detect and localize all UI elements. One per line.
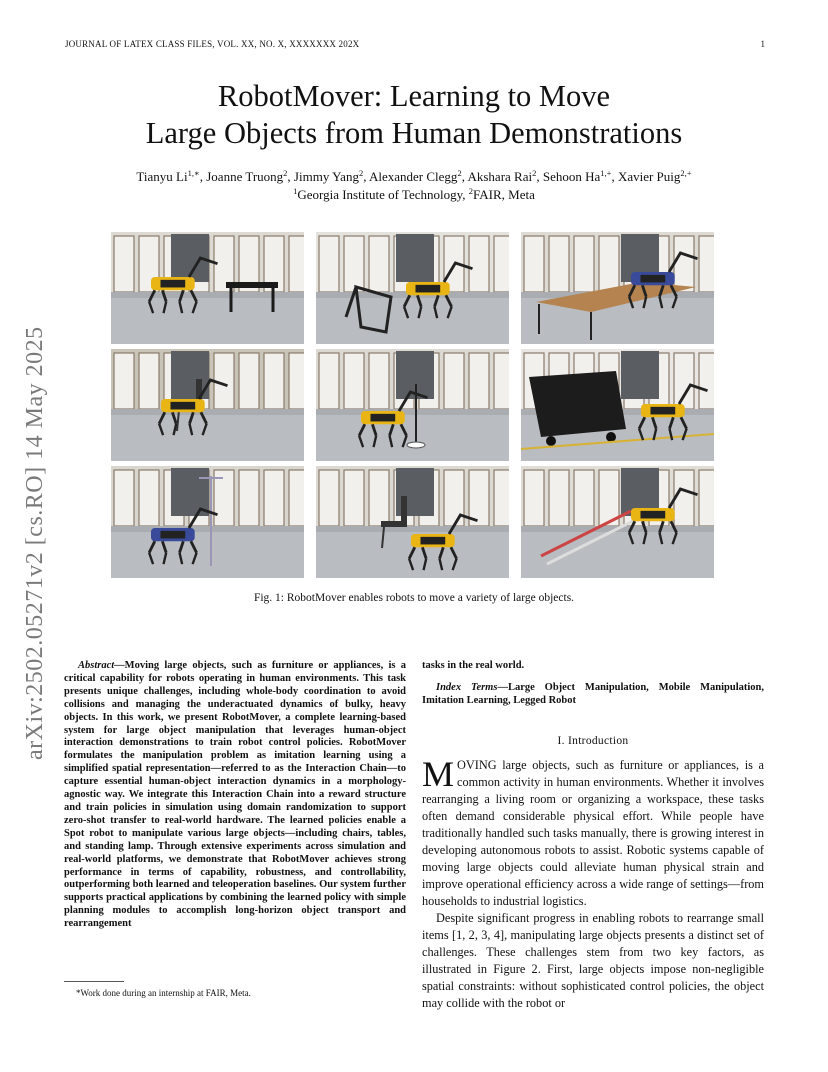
section-heading-introduction: I. Introduction: [557, 734, 629, 747]
photo-curtain: [621, 351, 659, 399]
figure-photo: [111, 232, 304, 344]
folding-screen: [319, 236, 339, 292]
paper-title: [64, 78, 764, 152]
index-terms-text: —Large Object Manipulation, Mobile Manipulation, Imitation Learning, Legged Robot: [422, 681, 764, 706]
folding-screen: [674, 353, 694, 409]
figure-photo: [521, 232, 714, 344]
folding-screen: [674, 470, 694, 526]
folding-screen: [344, 470, 364, 526]
folding-screen: [444, 353, 464, 409]
abstract-label: Abstract: [78, 660, 115, 671]
figure-photo: [521, 349, 714, 461]
abstract: [64, 660, 406, 931]
folding-screen: [289, 470, 304, 526]
photo-floor: [111, 526, 304, 578]
folding-screen: [264, 470, 284, 526]
folding-screen: [524, 470, 544, 526]
folding-screen: [444, 470, 464, 526]
folding-screen: [469, 353, 489, 409]
left-column: [64, 660, 406, 931]
folding-screen: [319, 353, 339, 409]
title-line-1: RobotMover: Learning to Move: [217, 79, 611, 113]
affiliations: $^1$Georgia Institute of Technology, $^2$FAIR, Meta: [293, 186, 535, 202]
folding-screen: [574, 470, 594, 526]
figure-caption: Fig. 1: RobotMover enables robots to move a variety of large objects.: [253, 592, 575, 604]
right-column: [422, 660, 764, 1012]
folding-screen: [699, 236, 714, 292]
figure-photo: [316, 466, 509, 578]
folding-screen: [344, 236, 364, 292]
index-terms: [422, 682, 764, 708]
figure-photo: [111, 349, 304, 461]
index-terms-label: Index Terms: [436, 681, 498, 693]
folding-screen: [114, 353, 134, 409]
figure-photo: [521, 466, 714, 578]
figure-photo: [316, 232, 509, 344]
folding-screen: [289, 353, 304, 409]
footnote-rule: [64, 981, 124, 982]
folding-screen: [319, 470, 339, 526]
folding-screen: [674, 236, 694, 292]
intro-paragraph-1-text: OVING large objects, such as furniture or appliances, is a common activity in human environments. Whether it involves rearranging a living room or organizing a workspace, these tasks often demand considerable physical effort. While people have traditionally handled such tasks manually, there is growing interest in developing autonomous robots to assist. Robotic systems capable of moving large objects could alleviate human physical strain and improve operational efficiency across a wide range of settings—from households to industrial logistics.: [422, 758, 764, 909]
folding-screen: [289, 236, 304, 292]
folding-screen: [139, 470, 159, 526]
folding-screen: [699, 353, 714, 409]
folding-screen: [114, 470, 134, 526]
abstract-continuation: tasks in the real world.: [422, 660, 525, 671]
folding-screen: [469, 236, 489, 292]
arxiv-stamp: arXiv:2502.05271v2 [cs.RO] 14 May 2025: [22, 326, 48, 760]
folding-screen: [494, 353, 509, 409]
author-block: [60, 168, 768, 204]
folding-screen: [549, 470, 569, 526]
folding-screen: [369, 470, 389, 526]
folding-screen: [599, 236, 619, 292]
abstract-text: —Moving large objects, such as furniture or appliances, is a critical capability for robots operating in human environments. This task presents unique challenges, including whole-body coordination to avoid collisions and managing the underactuated dynamics of bulky, heavy objects. In this work, we present RobotMover, a complete learning-based system for large object manipulation that leverages human-object interaction demonstrations to train robot control policies. RobotMover formulates the manipulation problem as imitation learning using a simplified spatial representation—referred to as the Interaction Chain—to capture essential human-object interaction dynamics in a morphology-agnostic way. We integrate this Interaction Chain into a reward structure and train policies in simulation using domain randomization to support zero-shot transfer to real-world hardware. The learned policies enable a Spot robot to manipulate various large objects—including chairs, tables, and standing lamp. Through extensive experiments across simulation and real-world platforms, we demonstrate that RobotMover achieves strong performance in terms of capability, robustness, and controllability, outperforming both learned and teleoperation baselines. Our system further supports practical applications by combining the learned policy with simple planning modules to accomplish long-horizon object transport and rearrangement: [64, 660, 406, 930]
folding-screen: [524, 236, 544, 292]
running-head: JOURNAL OF LATEX CLASS FILES, VOL. XX, NO. X, XXXXXXX 202X: [65, 39, 360, 49]
photo-curtain: [396, 234, 434, 282]
photo-floor: [316, 409, 509, 461]
figure-photo: [316, 349, 509, 461]
author-list: Tianyu $Li^{1,∗}$, Joanne Truong$^2$, Jimmy Yang$^2$, Alexander Clegg$^2$, Akshara Rai$^2$, Sehoon $Ha^{1,+}$, Xavier Puig$^{2,+}$: [136, 168, 692, 184]
folding-screen: [239, 353, 259, 409]
folding-screen: [344, 353, 364, 409]
folding-screen: [264, 353, 284, 409]
photo-floor: [111, 292, 304, 344]
page-number: 1: [760, 39, 765, 49]
folding-screen: [699, 470, 714, 526]
folding-screen: [239, 470, 259, 526]
footnote: *Work done during an internship at FAIR, Meta.: [76, 988, 251, 998]
figure-photo: [111, 466, 304, 578]
photo-floor: [111, 409, 304, 461]
folding-screen: [574, 236, 594, 292]
photo-floor: [316, 292, 509, 344]
folding-screen: [494, 236, 509, 292]
intro-paragraph-1: [422, 754, 764, 910]
drop-cap: M: [422, 754, 455, 795]
folding-screen: [114, 236, 134, 292]
folding-screen: [139, 353, 159, 409]
intro-paragraph-2: Despite significant progress in enabling robots to rearrange small items [1, 2, 3, 4], manipulating large objects presents a distinct set of challenges. These challenges stem from two key factors, as illustrated in Figure 2. First, large objects impose non-negligible spatial constraints: without sophisticated control policies, the object may collide with the robot or: [422, 911, 764, 1011]
folding-screen: [549, 236, 569, 292]
folding-screen: [494, 470, 509, 526]
folding-screen: [369, 236, 389, 292]
title-line-2: Large Objects from Human Demonstrations: [145, 116, 683, 150]
folding-screen: [369, 353, 389, 409]
